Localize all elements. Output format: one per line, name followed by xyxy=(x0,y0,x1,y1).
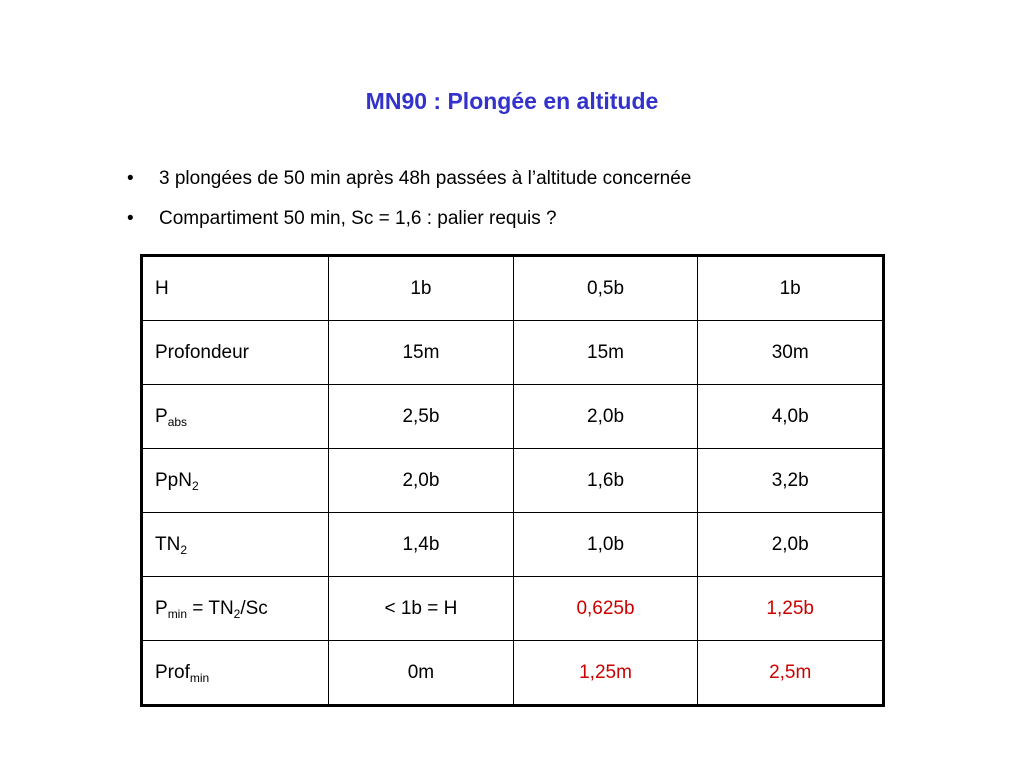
table-cell: 0m xyxy=(329,641,513,706)
bullet-text: 3 plongées de 50 min après 48h passées à l’altitude concernée xyxy=(159,168,692,189)
table-row xyxy=(142,321,884,385)
table-row xyxy=(142,513,884,577)
table-row xyxy=(142,577,884,641)
label-text: = TN xyxy=(187,597,234,619)
dive-table xyxy=(140,254,885,707)
table-cell-highlight: 2,5m xyxy=(698,641,884,706)
table-cell: 2,0b xyxy=(513,385,698,449)
table-cell: < 1b = H xyxy=(329,577,513,641)
label-subscript: abs xyxy=(167,414,188,429)
label-text: Prof xyxy=(155,661,190,683)
bullet-item xyxy=(127,205,691,245)
table-cell-highlight: 0,625b xyxy=(513,577,698,641)
label-text: TN xyxy=(155,533,181,555)
table-cell: 4,0b xyxy=(698,385,884,449)
bullet-list xyxy=(127,165,691,245)
bullet-icon: • xyxy=(127,208,134,229)
table-cell: 3,2b xyxy=(698,449,884,513)
table-row xyxy=(142,641,884,706)
label-text: P xyxy=(155,405,168,427)
table-row xyxy=(142,256,884,321)
label-text: P xyxy=(155,597,168,619)
row-label: H xyxy=(142,256,329,321)
table-cell: 2,5b xyxy=(329,385,513,449)
table-cell: 2,0b xyxy=(698,513,884,577)
row-label xyxy=(142,513,329,577)
table-cell: 1,0b xyxy=(513,513,698,577)
table-cell: 2,0b xyxy=(329,449,513,513)
label-text: PpN xyxy=(155,469,192,491)
row-label xyxy=(142,385,329,449)
table-cell: 30m xyxy=(698,321,884,385)
bullet-item xyxy=(127,165,691,205)
row-label: Profondeur xyxy=(142,321,329,385)
label-subscript: min xyxy=(189,670,210,685)
table-cell: 1,6b xyxy=(513,449,698,513)
table-cell-highlight: 1,25m xyxy=(513,641,698,706)
table-cell: 1,4b xyxy=(329,513,513,577)
table-cell: 1b xyxy=(698,256,884,321)
slide-title: MN90 : Plongée en altitude xyxy=(365,88,659,114)
label-subscript: min xyxy=(167,606,188,621)
table-cell: 15m xyxy=(513,321,698,385)
table-cell: 15m xyxy=(329,321,513,385)
bullet-text: Compartiment 50 min, Sc = 1,6 : palier requis ? xyxy=(159,208,557,229)
table-row xyxy=(142,449,884,513)
label-subscript: 2 xyxy=(180,542,188,557)
label-text: /Sc xyxy=(240,597,268,619)
row-label xyxy=(142,577,329,641)
table-cell: 1b xyxy=(329,256,513,321)
table-cell: 0,5b xyxy=(513,256,698,321)
table-row xyxy=(142,385,884,449)
table-cell-highlight: 1,25b xyxy=(698,577,884,641)
label-subscript: 2 xyxy=(233,606,241,621)
row-label xyxy=(142,641,329,706)
bullet-icon: • xyxy=(127,168,134,189)
label-subscript: 2 xyxy=(191,478,199,493)
row-label xyxy=(142,449,329,513)
